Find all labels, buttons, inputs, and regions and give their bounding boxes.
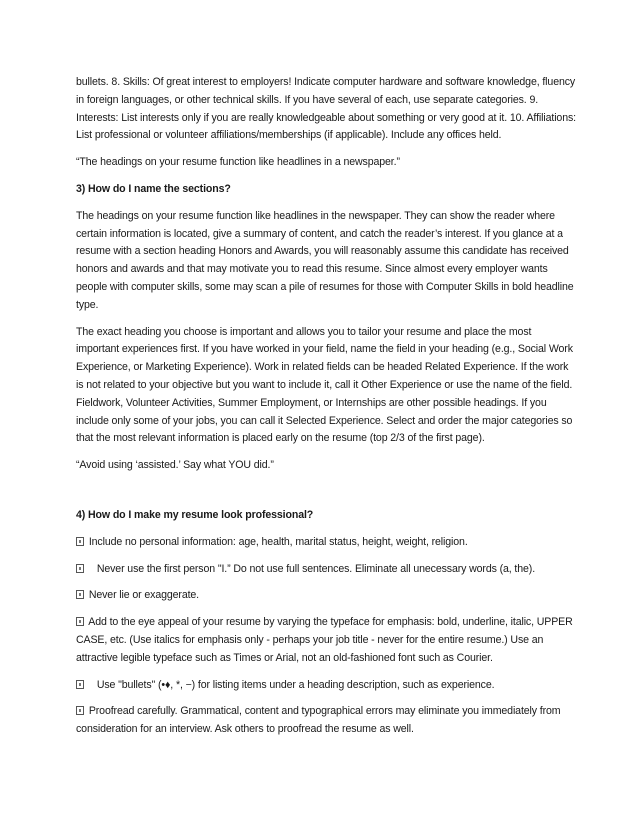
quote-assisted: “Avoid using ‘assisted.’ Say what YOU did.”	[76, 459, 274, 472]
section4-heading: 4) How do I make my resume look professional?	[76, 508, 314, 521]
bullet-text: Never lie or exaggerate.	[88, 589, 200, 602]
missing-glyph-icon	[76, 706, 84, 715]
missing-glyph-icon	[76, 680, 84, 689]
section3-paragraph-2: The exact heading you choose is important and allows you to tailor your resume and place the most important experiences first. If you have worked in your field, name the field in your heading (e.g., Social Work Experience, or Marketing Experience). Work in related fields can be headed Related Experience. If the work is not related to your objective but you want to include it, call it Other Experience or use the name of the field. Fieldwork, Volunteer Activities, Summer Employment, or Internships are other possible headings. If you include only some of your jobs, you can call it Selected Experience. Select and order the major categories so that the most relevant information is placed early on the resume (top 2/3 of the first page).	[76, 325, 573, 445]
list-item	[76, 587, 576, 605]
list-item	[76, 703, 576, 739]
section3-paragraph-1: The headings on your resume function like headlines in the newspaper. They can show the reader where certain information is located, give a summary of content, and catch the reader’s interest. If you glance at a resume with a section heading Honors and Awards, you will reasonably assume this candidate has received honors and awards and that may motivate you to read this resume. Since almost every employer wants people with computer skills, some may scan a pile of resumes for those with Computer Skills in bold headline type.	[76, 209, 574, 311]
missing-glyph-icon	[76, 617, 84, 626]
bullet-text: Add to the eye appeal of your resume by varying the typeface for emphasis: bold, underline, italic, UPPER CASE, etc. (Use italics for emphasis only - perhaps your job title - never for the entire resume.) Use an attractive legible typeface such as Times or Arial, not an old-fashioned font such as Courier.	[76, 616, 573, 664]
bullet-text: Never use the first person "I.” Do not use full sentences. Eliminate all unecessary words (a, the).	[96, 562, 536, 575]
intro-paragraph: bullets. 8. Skills: Of great interest to employers! Indicate computer hardware and software knowledge, fluency in foreign languages, or other technical skills. If you have several of each, use separate categories. 9. Interests: List interests only if you are really knowledgeable about something or very good at it. 10. Affiliations: List professional or volunteer affiliations/memberships (if applicable). Include any offices held.	[76, 76, 576, 142]
bullet-text: Include no personal information: age, health, marital status, height, weight, religion.	[88, 535, 468, 548]
missing-glyph-icon	[76, 590, 84, 599]
bullet-text: Proofread carefully. Grammatical, content and typographical errors may eliminate you immediately from consideration for an interview. Ask others to proofread the resume as well.	[76, 705, 561, 736]
document-page	[76, 74, 576, 748]
list-item	[76, 614, 576, 667]
list-item	[76, 677, 576, 695]
list-item	[76, 534, 576, 552]
missing-glyph-icon	[76, 564, 84, 573]
section3-heading: 3) How do I name the sections?	[76, 182, 231, 195]
list-item	[76, 561, 576, 579]
bullet-text: Use "bullets" (•♦, *, −) for listing items under a heading description, such as experience.	[96, 678, 495, 691]
quote-headlines: “The headings on your resume function like headlines in a newspaper.”	[76, 156, 400, 169]
missing-glyph-icon	[76, 537, 84, 546]
